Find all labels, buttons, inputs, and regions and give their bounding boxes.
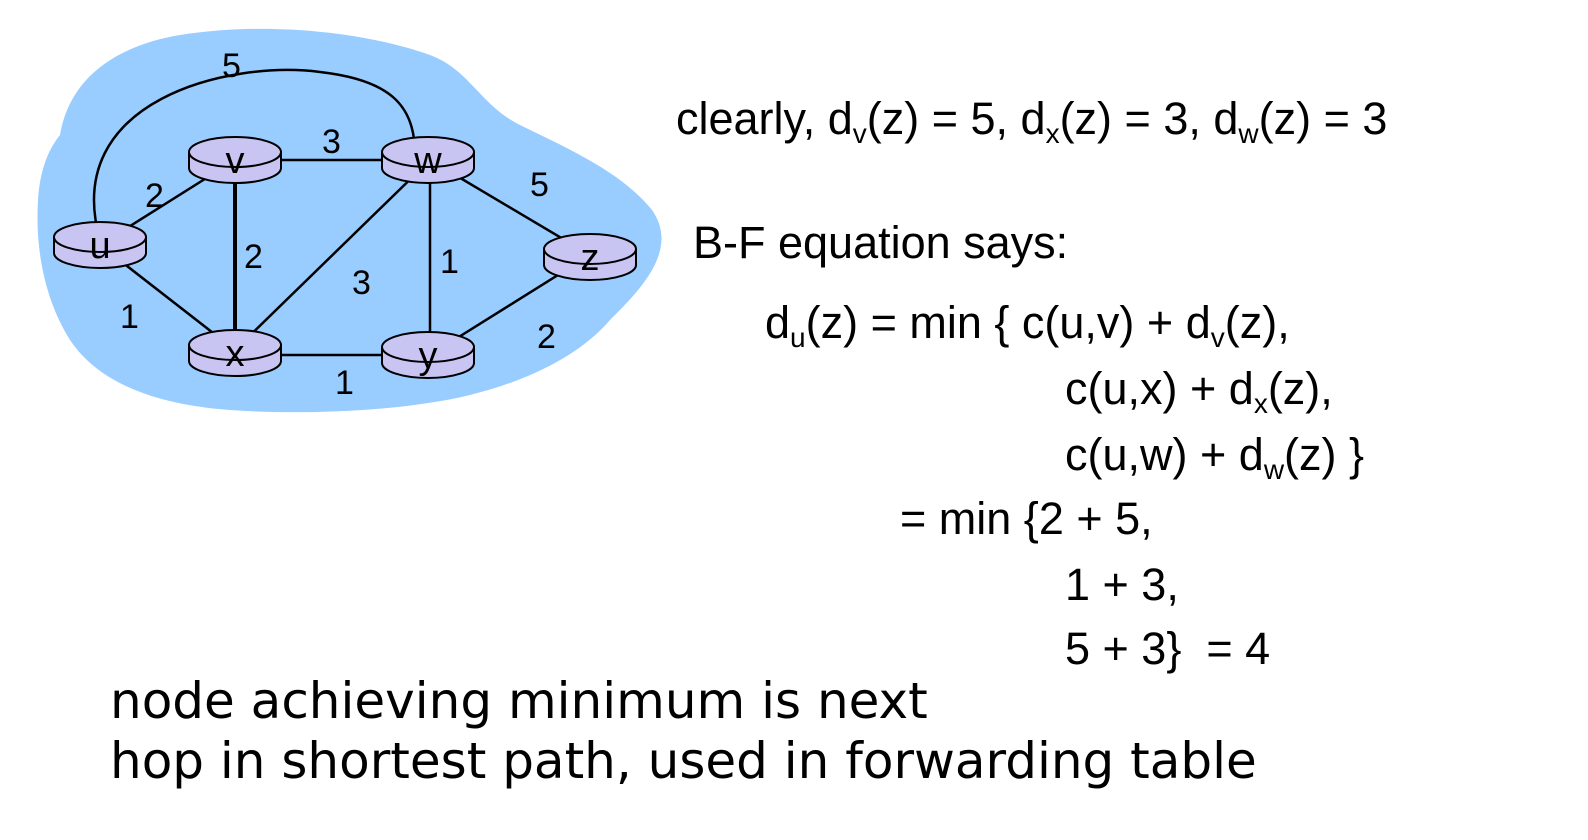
clearly-line xyxy=(676,93,1388,149)
edge-cost-x-y: 1 xyxy=(335,364,354,402)
eq1-mid: (z) = min { c(u,v) + d xyxy=(805,297,1211,348)
router-v xyxy=(189,137,281,183)
router-x xyxy=(189,330,281,376)
router-z xyxy=(544,234,636,280)
edge-cost-u-w: 5 xyxy=(222,47,241,85)
eq1-end: (z), xyxy=(1224,297,1290,348)
eq1-d: d xyxy=(765,297,791,348)
eq1-sub-u: u xyxy=(790,322,806,353)
eq2-sub-x: x xyxy=(1253,388,1268,419)
footer-line-1: node achieving minimum is next xyxy=(110,672,928,730)
eq3-end: (z) } xyxy=(1284,429,1365,480)
equation-line-4: = min {2 + 5, xyxy=(900,493,1153,544)
clearly-part3: (z) = 3 xyxy=(1258,93,1388,144)
edge-cost-v-w: 3 xyxy=(322,123,341,161)
eq1-sub-v: v xyxy=(1210,322,1225,353)
eq2-end: (z), xyxy=(1267,363,1333,414)
clearly-sub-x: x xyxy=(1045,118,1060,149)
edge-cost-w-z: 5 xyxy=(530,166,549,204)
router-w xyxy=(382,137,474,183)
router-z-label: z xyxy=(580,237,600,279)
clearly-sub-w: w xyxy=(1238,118,1259,149)
edge-cost-u-x: 1 xyxy=(120,298,139,336)
equation-line-6: 5 + 3} = 4 xyxy=(1065,623,1271,674)
eq3-sub-w: w xyxy=(1263,454,1285,485)
router-y xyxy=(382,332,474,378)
clearly-part1: (z) = 5, d xyxy=(866,93,1046,144)
edge-cost-y-z: 2 xyxy=(537,318,556,356)
router-v-label: v xyxy=(225,140,245,182)
equation-line-5: 1 + 3, xyxy=(1065,559,1179,610)
router-u-label: u xyxy=(89,225,111,267)
clearly-part2: (z) = 3, d xyxy=(1059,93,1239,144)
router-y-label: y xyxy=(418,335,438,377)
edge-cost-u-v: 2 xyxy=(145,177,164,215)
clearly-sub-v: v xyxy=(852,118,867,149)
equation-line-2 xyxy=(1065,363,1333,419)
edge-cost-x-w: 3 xyxy=(352,264,371,302)
edge-cost-v-x: 2 xyxy=(244,238,263,276)
footer-line-2: hop in shortest path, used in forwarding table xyxy=(110,732,1257,790)
equation-line-3 xyxy=(1065,429,1365,485)
router-x-label: x xyxy=(225,333,245,375)
network-diagram xyxy=(0,0,700,440)
eq3-pre: c(u,w) + d xyxy=(1065,429,1264,480)
bf-title: B-F equation says: xyxy=(693,217,1069,268)
equation-line-1 xyxy=(765,297,1290,353)
router-u xyxy=(54,222,146,268)
edge-cost-w-y: 1 xyxy=(440,243,459,281)
eq2-pre: c(u,x) + d xyxy=(1065,363,1254,414)
router-w-label: w xyxy=(414,140,442,182)
clearly-prefix: clearly, d xyxy=(676,93,853,144)
